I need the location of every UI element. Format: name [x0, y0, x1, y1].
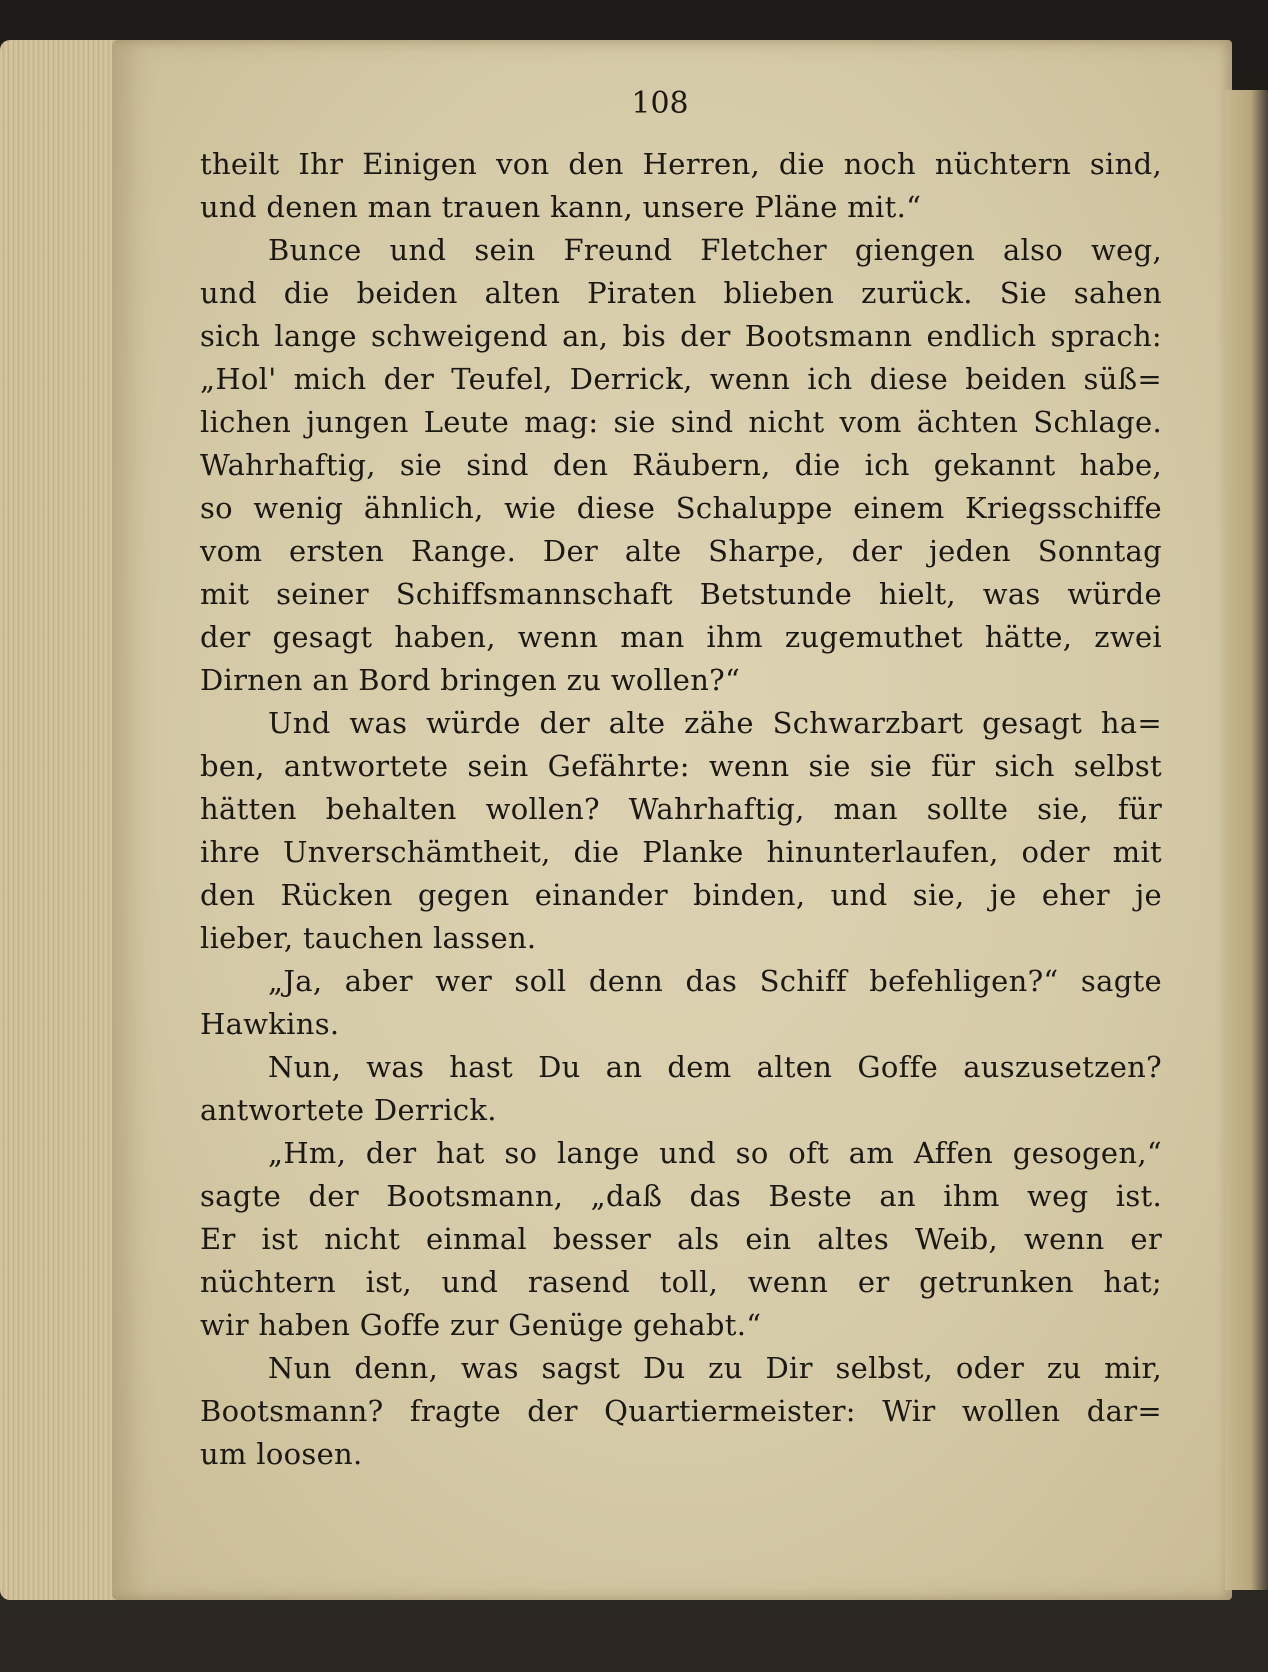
text-line: hätten behalten wollen? Wahrhaftig, man sollte sie, für: [200, 792, 1162, 826]
text-line: so wenig ähnlich, wie diese Schaluppe einem Kriegsschiffe: [200, 491, 1162, 525]
text-line: sich lange schweigend an, bis der Bootsmann endlich sprach:: [200, 319, 1162, 353]
text-line: mit seiner Schiffsmannschaft Betstunde hielt, was würde: [200, 577, 1162, 611]
text-line: lichen jungen Leute mag: sie sind nicht vom ächten Schlage.: [200, 405, 1162, 439]
body-text: [200, 88, 1162, 1476]
text-line: Bunce und sein Freund Fletcher giengen also weg,: [268, 233, 1162, 267]
page-number: 108: [631, 86, 689, 121]
text-line: Dirnen an Bord bringen zu wollen?“: [200, 663, 741, 697]
text-line: nüchtern ist, und rasend toll, wenn er getrunken hat;: [200, 1265, 1162, 1299]
text-line: ben, antwortete sein Gefährte: wenn sie sie für sich selbst: [200, 749, 1162, 783]
text-line: und die beiden alten Piraten blieben zurück. Sie sahen: [200, 276, 1162, 310]
text-line: „Ja, aber wer soll denn das Schiff befehligen?“ sagte: [268, 964, 1162, 998]
text-line: sagte der Bootsmann, „daß das Beste an ihm weg ist.: [200, 1179, 1162, 1213]
text-line: Hawkins.: [200, 1007, 340, 1041]
text-line: „Hol' mich der Teufel, Derrick, wenn ich diese beiden süß=: [200, 362, 1162, 396]
text-line: wir haben Goffe zur Genüge gehabt.“: [200, 1308, 762, 1342]
text-line: Bootsmann? fragte der Quartiermeister: Wir wollen dar=: [200, 1394, 1162, 1428]
text-line: Und was würde der alte zähe Schwarzbart gesagt ha=: [268, 706, 1162, 740]
text-line: theilt Ihr Einigen von den Herren, die noch nüchtern sind,: [200, 147, 1162, 181]
text-line: antwortete Derrick.: [200, 1093, 497, 1127]
text-line: den Rücken gegen einander binden, und sie, je eher je: [200, 878, 1162, 912]
text-line: um loosen.: [200, 1437, 363, 1471]
facing-page-edge: [1225, 90, 1268, 1590]
text-line: Nun, was hast Du an dem alten Goffe auszusetzen?: [268, 1050, 1162, 1084]
text-line: Nun denn, was sagst Du zu Dir selbst, oder zu mir,: [268, 1351, 1162, 1385]
text-line: „Hm, der hat so lange und so oft am Affen gesogen,“: [268, 1136, 1162, 1170]
text-line: Er ist nicht einmal besser als ein altes Weib, wenn er: [200, 1222, 1162, 1256]
text-line: vom ersten Range. Der alte Sharpe, der jeden Sonntag: [200, 534, 1162, 568]
text-line: und denen man trauen kann, unsere Pläne mit.“: [200, 190, 922, 224]
text-line: der gesagt haben, wenn man ihm zugemuthet hätte, zwei: [200, 620, 1162, 654]
text-line: lieber, tauchen lassen.: [200, 921, 537, 955]
text-line: ihre Unverschämtheit, die Planke hinunterlaufen, oder mit: [200, 835, 1162, 869]
text-line: Wahrhaftig, sie sind den Räubern, die ich gekannt habe,: [200, 448, 1162, 482]
